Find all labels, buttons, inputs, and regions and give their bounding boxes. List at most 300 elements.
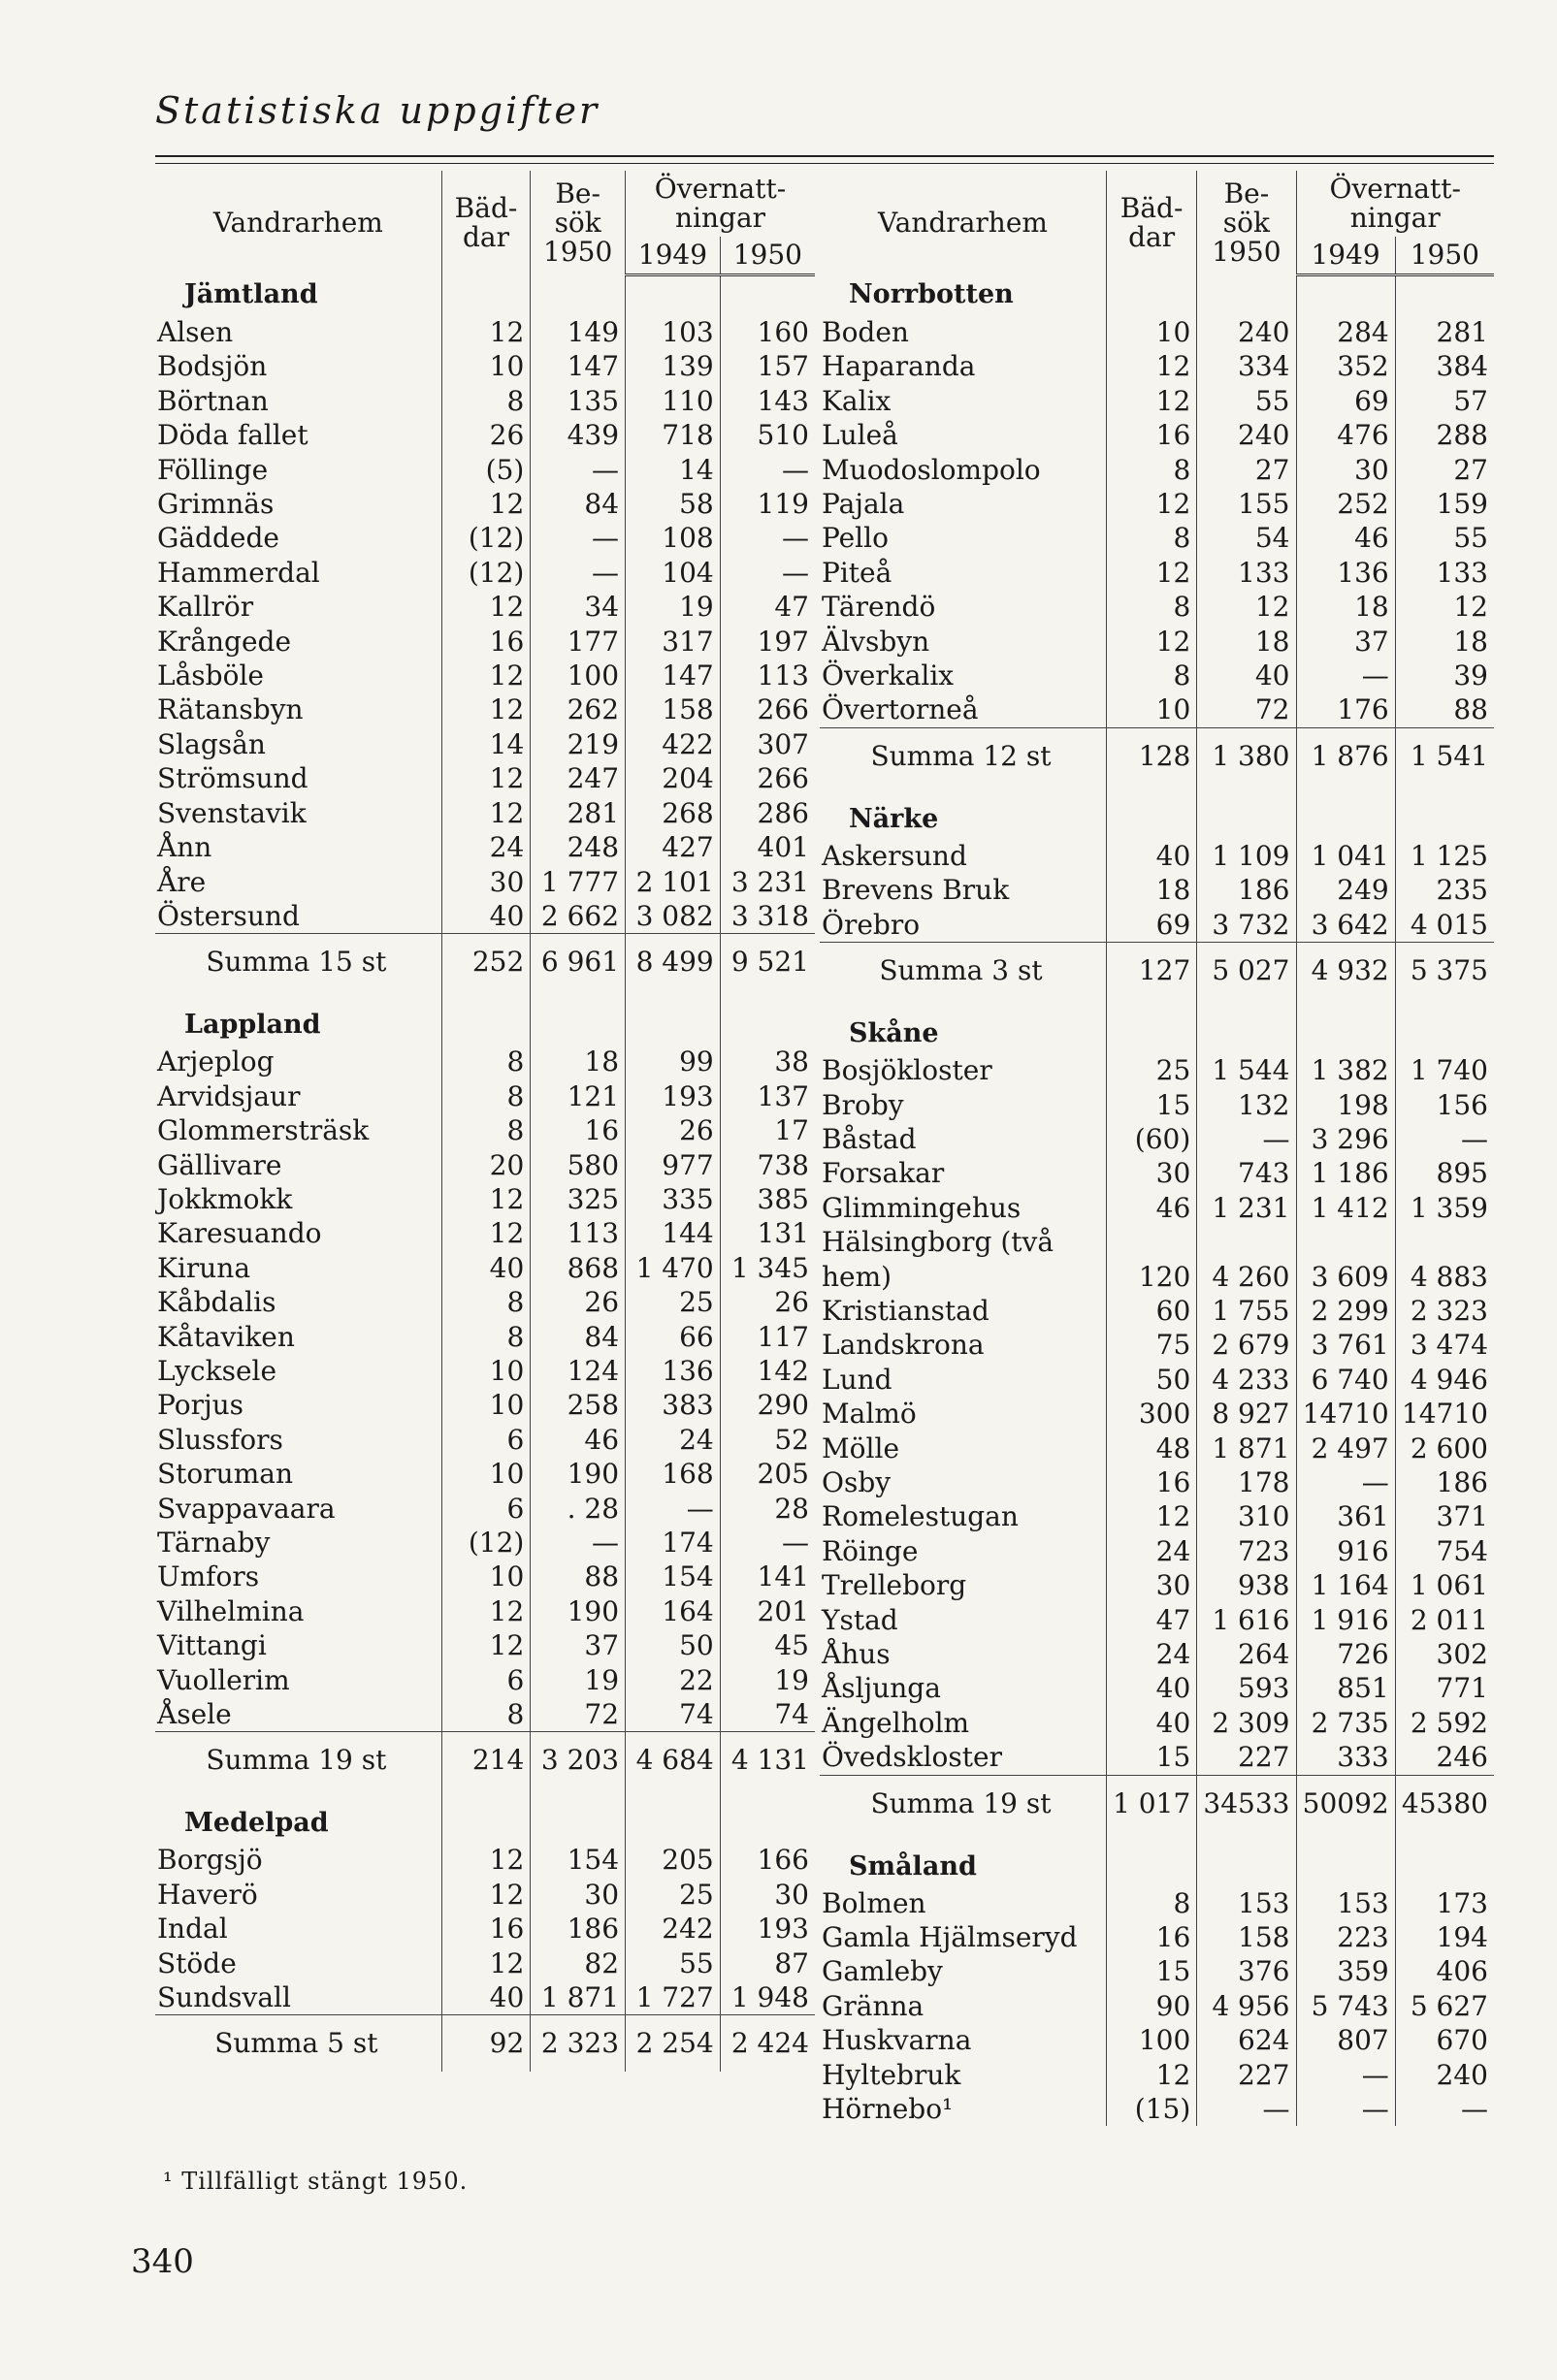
hostel-name: Hälsingborg (två <box>822 1226 1054 1259</box>
overnight-1950-value: 235 <box>1395 873 1494 907</box>
visits-value: 190 <box>531 1594 626 1628</box>
table-row <box>820 1920 1494 1954</box>
beds-value: 16 <box>1106 1920 1196 1954</box>
overnight-1949-value: 252 <box>1296 487 1395 521</box>
overnight-1949-value: 168 <box>626 1457 721 1491</box>
table-row <box>820 1363 1494 1397</box>
overnight-1950-value: 2 592 <box>1395 1706 1494 1740</box>
overnight-1950-value: 143 <box>720 384 815 418</box>
visits-value: 84 <box>531 1320 626 1354</box>
visits-value: 3 203 <box>531 1732 626 1789</box>
overnight-1950-value: 45 <box>720 1628 815 1662</box>
beds-value: 12 <box>441 1628 531 1662</box>
visits-value: 1 871 <box>1197 1431 1296 1465</box>
summary-label: Summa 19 st <box>155 1732 441 1789</box>
overnight-1950-value: 119 <box>720 487 815 521</box>
overnight-1950-value: 1 740 <box>1395 1053 1494 1087</box>
table-body-left <box>155 275 815 2073</box>
summary-row <box>820 727 1494 785</box>
beds-value: 30 <box>441 865 531 899</box>
overnight-1949-value: — <box>1296 1465 1395 1499</box>
overnight-1950-value: 266 <box>720 692 815 726</box>
beds-value: (12) <box>441 1526 531 1560</box>
visits-value: 5 027 <box>1197 943 1296 1000</box>
visits-value: 16 <box>531 1113 626 1147</box>
visits-value: 82 <box>531 1946 626 1980</box>
beds-value: 12 <box>1106 487 1196 521</box>
overnight-1949-value: 69 <box>1296 384 1395 418</box>
table-row <box>820 1431 1494 1465</box>
hostel-name: Föllinge <box>157 453 269 486</box>
table-row <box>155 692 815 726</box>
beds-value: 12 <box>441 315 531 349</box>
overnight-1949-value: — <box>1296 659 1395 692</box>
overnight-1950-value: 406 <box>1395 1954 1494 1988</box>
overnight-1950-value: 1 948 <box>720 1980 815 2015</box>
overnight-1950-value: 290 <box>720 1388 815 1422</box>
beds-value: 90 <box>1106 1989 1196 2023</box>
hostel-name: Bolmen <box>822 1886 926 1919</box>
overnight-1950-value: 18 <box>1395 625 1494 659</box>
overnight-1949-value: 136 <box>626 1354 721 1388</box>
overnight-1950-value: 159 <box>1395 487 1494 521</box>
beds-value: 10 <box>1106 692 1196 727</box>
table-row <box>155 418 815 452</box>
beds-value: 15 <box>1106 1740 1196 1775</box>
hostel-name: Båstad <box>822 1122 917 1155</box>
beds-value: 92 <box>441 2015 531 2073</box>
overnight-1950-value: 401 <box>720 830 815 864</box>
overnight-1950-value: 87 <box>720 1946 815 1980</box>
visits-value: 1 777 <box>531 865 626 899</box>
overnight-1950-value: 1 359 <box>1395 1191 1494 1225</box>
hostel-table-right <box>820 171 1494 2126</box>
overnight-1949-value: — <box>1296 2058 1395 2092</box>
visits-value: 624 <box>1197 2023 1296 2057</box>
col-header-1950: 1950 <box>720 237 815 275</box>
overnight-1950-value: 4 946 <box>1395 1363 1494 1397</box>
summary-label: Summa 12 st <box>820 727 1106 785</box>
col-header-overnattningar: Övernatt- ningar <box>626 171 815 237</box>
overnight-1950-value: 288 <box>1395 418 1494 452</box>
overnight-1949-value: 37 <box>1296 625 1395 659</box>
hostel-name: Svappavaara <box>157 1492 336 1525</box>
hostel-name: Mölle <box>822 1431 900 1464</box>
beds-value: 12 <box>1106 2058 1196 2092</box>
beds-value: 20 <box>441 1148 531 1182</box>
table-row <box>820 1465 1494 1499</box>
beds-value: 12 <box>441 761 531 795</box>
hostel-name: Storuman <box>157 1458 293 1491</box>
visits-value: 40 <box>1197 659 1296 692</box>
overnight-1950-value: 30 <box>720 1878 815 1912</box>
table-row <box>155 1320 815 1354</box>
col-header-vandrarhem: Vandrarhem <box>212 206 383 239</box>
beds-value: 12 <box>1106 384 1196 418</box>
visits-value: 281 <box>531 796 626 830</box>
table-row <box>820 556 1494 590</box>
overnight-1950-value: 670 <box>1395 2023 1494 2057</box>
beds-value: 46 <box>1106 1191 1196 1225</box>
hostel-name: Haverö <box>157 1878 258 1911</box>
page-header: Statistiska uppgifter <box>155 89 600 132</box>
region-heading-row <box>820 800 1494 839</box>
overnight-1949-value: 74 <box>626 1697 721 1732</box>
overnight-1949-value: 176 <box>1296 692 1395 727</box>
hostel-name: Porjus <box>157 1389 244 1422</box>
overnight-1949-value: 198 <box>1296 1088 1395 1122</box>
col-header-besok: Be- sök 1950 <box>531 171 626 275</box>
table-row <box>820 1740 1494 1775</box>
table-row <box>820 1989 1494 2023</box>
beds-value: 30 <box>1106 1156 1196 1190</box>
visits-value: 2 309 <box>1197 1706 1296 1740</box>
table-row <box>155 1045 815 1078</box>
visits-value: 12 <box>1197 590 1296 624</box>
visits-value: 186 <box>1197 873 1296 907</box>
overnight-1950-value: 137 <box>720 1079 815 1113</box>
header-rule-thin <box>155 163 1494 164</box>
overnight-1950-value: 371 <box>1395 1499 1494 1533</box>
col-header-baddar: Bäd- dar <box>441 171 531 275</box>
col-header-1950: 1950 <box>1395 237 1494 275</box>
hostel-name: Slagsån <box>157 727 266 760</box>
table-row <box>155 1354 815 1388</box>
beds-value: 14 <box>441 727 531 761</box>
beds-value: (12) <box>441 556 531 590</box>
table-body-right <box>820 275 1494 2127</box>
overnight-1950-value: 133 <box>1395 556 1494 590</box>
overnight-1950-value: 160 <box>720 315 815 349</box>
visits-value: 121 <box>531 1079 626 1113</box>
beds-value: 12 <box>1106 1499 1196 1533</box>
table-row <box>820 908 1494 943</box>
visits-value: 34 <box>531 590 626 624</box>
visits-value: 240 <box>1197 315 1296 349</box>
visits-value: 18 <box>1197 625 1296 659</box>
overnight-1949-value: 361 <box>1296 1499 1395 1533</box>
visits-value: 84 <box>531 487 626 521</box>
overnight-1949-value: 4 932 <box>1296 943 1395 1000</box>
visits-value: 4 233 <box>1197 1363 1296 1397</box>
hostel-name: Överkalix <box>822 659 955 692</box>
table-row <box>820 418 1494 452</box>
footnote: ¹ Tillfälligt stängt 1950. <box>163 2168 469 2195</box>
hostel-name: Forsakar <box>822 1157 945 1190</box>
visits-value: 310 <box>1197 1499 1296 1533</box>
overnight-1949-value: 25 <box>626 1285 721 1319</box>
overnight-1950-value: 166 <box>720 1843 815 1877</box>
table-row <box>155 349 815 383</box>
table-row <box>820 521 1494 555</box>
beds-value: 252 <box>441 934 531 991</box>
overnight-1950-value: 3 231 <box>720 865 815 899</box>
overnight-1949-value: 154 <box>626 1560 721 1593</box>
beds-value: 10 <box>441 1457 531 1491</box>
overnight-1950-value <box>1395 1225 1494 1259</box>
summary-row <box>155 934 815 991</box>
visits-value: 240 <box>1197 418 1296 452</box>
beds-value: 10 <box>1106 315 1196 349</box>
beds-value: 12 <box>441 590 531 624</box>
overnight-1950-value: 142 <box>720 1354 815 1388</box>
hostel-name: Östersund <box>157 899 300 932</box>
overnight-1949-value: 193 <box>626 1079 721 1113</box>
overnight-1949-value: 147 <box>626 659 721 692</box>
left-column <box>155 171 815 2072</box>
overnight-1950-value: 4 883 <box>1395 1260 1494 1294</box>
overnight-1949-value: 110 <box>626 384 721 418</box>
beds-value: 40 <box>441 1980 531 2015</box>
beds-value: 12 <box>441 1843 531 1877</box>
visits-value: 258 <box>531 1388 626 1422</box>
overnight-1950-value: 754 <box>1395 1534 1494 1568</box>
beds-value: 12 <box>441 659 531 692</box>
spacer-row <box>820 999 1494 1014</box>
visits-value: 30 <box>531 1878 626 1912</box>
visits-value: 938 <box>1197 1568 1296 1602</box>
hostel-name: Svenstavik <box>157 796 307 829</box>
overnight-1950-value: 286 <box>720 796 815 830</box>
beds-value: 18 <box>1106 873 1196 907</box>
hostel-name: Kåbdalis <box>157 1286 276 1319</box>
hostel-name: Strömsund <box>157 762 308 795</box>
table-row <box>155 453 815 487</box>
overnight-1950-value: 2 424 <box>720 2015 815 2073</box>
overnight-1950-value: 194 <box>1395 1920 1494 1954</box>
table-row <box>155 1946 815 1980</box>
summary-label: Summa 5 st <box>155 2015 441 2073</box>
beds-value: 15 <box>1106 1954 1196 1988</box>
hostel-name: Ånn <box>157 831 212 864</box>
overnight-1949-value: 476 <box>1296 418 1395 452</box>
overnight-1949-value: — <box>626 1492 721 1526</box>
visits-value: 149 <box>531 315 626 349</box>
visits-value: 4 956 <box>1197 1989 1296 2023</box>
visits-value: 6 961 <box>531 934 626 991</box>
table-row <box>155 659 815 692</box>
hostel-name: Övertorneå <box>822 693 979 726</box>
table-row <box>155 1878 815 1912</box>
overnight-1949-value: 26 <box>626 1113 721 1147</box>
beds-value: 12 <box>1106 625 1196 659</box>
region-heading-row <box>820 1848 1494 1886</box>
overnight-1949-value: 427 <box>626 830 721 864</box>
hostel-name: Ängelholm <box>822 1706 970 1739</box>
overnight-1950-value: 2 600 <box>1395 1431 1494 1465</box>
visits-value: 1 109 <box>1197 839 1296 873</box>
hostel-name: Hammerdal <box>157 556 320 589</box>
hostel-name: Ystad <box>822 1603 898 1636</box>
overnight-1950-value: 246 <box>1395 1740 1494 1775</box>
hostel-name: Luleå <box>822 419 898 452</box>
beds-value: 300 <box>1106 1397 1196 1431</box>
hostel-name: Örebro <box>822 908 921 941</box>
col-header-vandrarhem: Vandrarhem <box>878 206 1048 239</box>
overnight-1949-value: 1 041 <box>1296 839 1395 873</box>
overnight-1949-value: 1 876 <box>1296 727 1395 785</box>
overnight-1949-value: 249 <box>1296 873 1395 907</box>
overnight-1950-value: 156 <box>1395 1088 1494 1122</box>
overnight-1950-value: 113 <box>720 659 815 692</box>
visits-value: 227 <box>1197 1740 1296 1775</box>
overnight-1949-value: 851 <box>1296 1671 1395 1705</box>
overnight-1949-value: 3 609 <box>1296 1260 1395 1294</box>
beds-value: 24 <box>441 830 531 864</box>
overnight-1949-value: 1 412 <box>1296 1191 1395 1225</box>
spacer-row <box>155 1788 815 1804</box>
hostel-name: Karesuando <box>157 1217 322 1250</box>
visits-value: 1 755 <box>1197 1294 1296 1328</box>
overnight-1950-value: 45380 <box>1395 1775 1494 1832</box>
table-row <box>820 1122 1494 1156</box>
overnight-1949-value: 1 916 <box>1296 1603 1395 1637</box>
visits-value: 439 <box>531 418 626 452</box>
beds-value: 8 <box>1106 453 1196 487</box>
beds-value: (5) <box>441 453 531 487</box>
table-row <box>155 830 815 864</box>
visits-value: 190 <box>531 1457 626 1491</box>
hostel-name: Broby <box>822 1088 904 1121</box>
table-row <box>155 1423 815 1457</box>
visits-value: 248 <box>531 830 626 864</box>
overnight-1949-value: 359 <box>1296 1954 1395 1988</box>
beds-value: 12 <box>441 692 531 726</box>
overnight-1950-value: 1 345 <box>720 1251 815 1285</box>
overnight-1949-value: 335 <box>626 1182 721 1216</box>
overnight-1950-value: 3 318 <box>720 899 815 934</box>
overnight-1950-value: 2 323 <box>1395 1294 1494 1328</box>
beds-value: 75 <box>1106 1328 1196 1362</box>
overnight-1949-value: 14710 <box>1296 1397 1395 1431</box>
overnight-1950-value: 205 <box>720 1457 815 1491</box>
spacer-row <box>820 1832 1494 1848</box>
visits-value: — <box>531 453 626 487</box>
table-row <box>155 1079 815 1113</box>
beds-value: 128 <box>1106 727 1196 785</box>
visits-value: 158 <box>1197 1920 1296 1954</box>
beds-value: 69 <box>1106 908 1196 943</box>
table-row <box>820 1328 1494 1362</box>
overnight-1949-value: 4 684 <box>626 1732 721 1789</box>
table-row <box>820 2092 1494 2126</box>
hostel-name: Krångede <box>157 625 292 658</box>
table-row <box>820 1568 1494 1602</box>
overnight-1949-value: 3 296 <box>1296 1122 1395 1156</box>
overnight-1950-value: 9 521 <box>720 934 815 991</box>
right-column <box>820 171 1494 2126</box>
table-row <box>155 727 815 761</box>
visits-value: 868 <box>531 1251 626 1285</box>
visits-value: 3 732 <box>1197 908 1296 943</box>
visits-value: 2 662 <box>531 899 626 934</box>
table-row <box>820 1603 1494 1637</box>
beds-value: 10 <box>441 1354 531 1388</box>
spacer-row <box>820 785 1494 800</box>
region-heading: Skåne <box>849 1018 939 1049</box>
visits-value: 1 544 <box>1197 1053 1296 1087</box>
overnight-1949-value: 66 <box>626 1320 721 1354</box>
visits-value: — <box>531 1526 626 1560</box>
hostel-name: Gränna <box>822 1989 924 2022</box>
beds-value: 6 <box>441 1423 531 1457</box>
visits-value: 132 <box>1197 1088 1296 1122</box>
hostel-name: Indal <box>157 1913 228 1946</box>
hostel-name: Slussfors <box>157 1423 283 1456</box>
overnight-1949-value: 1 727 <box>626 1980 721 2015</box>
visits-value: 46 <box>531 1423 626 1457</box>
beds-value: 12 <box>1106 556 1196 590</box>
summary-label: Summa 3 st <box>820 943 1106 1000</box>
hostel-name: Kallrör <box>157 591 254 624</box>
overnight-1949-value: 104 <box>626 556 721 590</box>
hostel-name: Romelestugan <box>822 1500 1019 1533</box>
summary-row <box>155 2015 815 2073</box>
beds-value: 16 <box>1106 418 1196 452</box>
visits-value: 113 <box>531 1216 626 1250</box>
visits-value: 19 <box>531 1663 626 1697</box>
beds-value: 47 <box>1106 1603 1196 1637</box>
visits-value: 8 927 <box>1197 1397 1296 1431</box>
table-row <box>155 1663 815 1697</box>
overnight-1949-value: 3 082 <box>626 899 721 934</box>
table-row <box>820 1260 1494 1294</box>
hostel-name: Pello <box>822 522 889 555</box>
overnight-1950-value: 186 <box>1395 1465 1494 1499</box>
overnight-1949-value: 164 <box>626 1594 721 1628</box>
overnight-1950-value: 201 <box>720 1594 815 1628</box>
overnight-1950-value: 307 <box>720 727 815 761</box>
visits-value: 262 <box>531 692 626 726</box>
beds-value: 50 <box>1106 1363 1196 1397</box>
table-row <box>155 315 815 349</box>
beds-value: 8 <box>1106 659 1196 692</box>
beds-value: 8 <box>441 1320 531 1354</box>
hostel-name: Osby <box>822 1465 892 1498</box>
hostel-name: hem) <box>822 1260 892 1293</box>
table-row <box>820 1156 1494 1190</box>
visits-value: 135 <box>531 384 626 418</box>
table-row <box>820 1053 1494 1087</box>
hostel-name: Åre <box>157 865 207 898</box>
table-row <box>820 349 1494 383</box>
visits-value: 1 871 <box>531 1980 626 2015</box>
table-row <box>155 1912 815 1946</box>
overnight-1950-value: 157 <box>720 349 815 383</box>
table-row <box>820 315 1494 349</box>
hostel-name: Kåtaviken <box>157 1320 295 1353</box>
overnight-1949-value: 807 <box>1296 2023 1395 2057</box>
table-row <box>155 899 815 934</box>
visits-value: 34533 <box>1197 1775 1296 1832</box>
beds-value: 8 <box>441 1079 531 1113</box>
table-row <box>155 384 815 418</box>
table-row <box>820 1534 1494 1568</box>
hostel-name: Tärendö <box>822 591 936 624</box>
table-row <box>820 839 1494 873</box>
table-row <box>155 1113 815 1147</box>
region-heading-row <box>820 1014 1494 1053</box>
beds-value: 12 <box>1106 349 1196 383</box>
table-row <box>155 1492 815 1526</box>
hostel-name: Vittangi <box>157 1629 267 1662</box>
visits-value: 325 <box>531 1182 626 1216</box>
beds-value: 10 <box>441 1388 531 1422</box>
table-row <box>820 625 1494 659</box>
overnight-1949-value: 99 <box>626 1045 721 1078</box>
table-row <box>155 1628 815 1662</box>
beds-value: 24 <box>1106 1637 1196 1671</box>
